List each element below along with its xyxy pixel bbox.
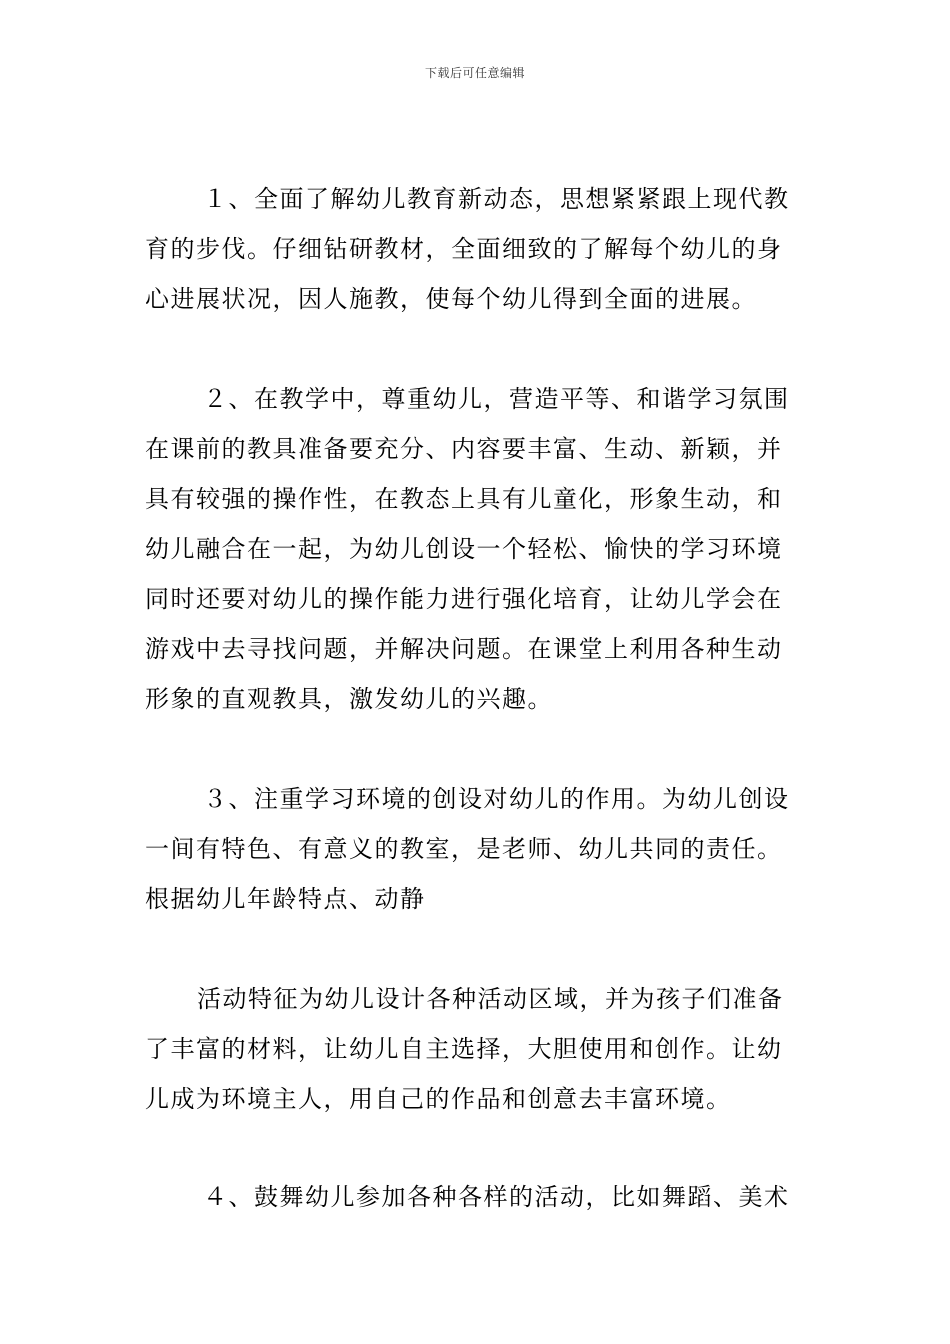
paragraph-line: 游戏中去寻找问题，并解决问题。在课堂上利用各种生动 [145,635,783,663]
paragraph-5 [145,1172,810,1222]
paragraph-line: ２、在教学中，尊重幼儿，营造平等、和谐学习氛围 [203,385,790,413]
paragraph-3 [145,774,810,924]
paragraph-line: 活动特征为幼儿设计各种活动区域，并为孩子们准备 [197,985,784,1013]
paragraph-1 [145,174,810,324]
paragraph-line: 育的步伐。仔细钻研教材，全面细致的了解每个幼儿的身 [145,235,783,263]
page-header: 下载后可任意编辑 [424,66,525,80]
paragraph-line: 根据幼儿年龄特点、动静 [145,885,426,913]
paragraph-line: 心进展状况，因人施教，使每个幼儿得到全面的进展。 [145,285,757,313]
paragraph-line: 了丰富的材料，让幼儿自主选择，大胆使用和创作。让幼 [145,1035,783,1063]
paragraph-line: ４、鼓舞幼儿参加各种各样的活动，比如舞蹈、美术 [203,1183,790,1211]
paragraph-line: 同时还要对幼儿的操作能力进行强化培育，让幼儿学会在 [145,585,783,613]
paragraph-line: １、全面了解幼儿教育新动态，思想紧紧跟上现代教 [203,185,790,213]
paragraph-line: 在课前的教具准备要充分、内容要丰富、生动、新颖，并 [145,435,783,463]
paragraph-line: 一间有特色、有意义的教室，是老师、幼儿共同的责任。 [145,835,783,863]
paragraph-4 [145,974,810,1124]
paragraph-line: 形象的直观教具，激发幼儿的兴趣。 [145,685,553,713]
paragraph-line: 幼儿融合在一起，为幼儿创设一个轻松、愉快的学习环境 [145,535,783,563]
paragraph-2 [145,374,810,724]
paragraph-line: 儿成为环境主人，用自己的作品和创意去丰富环境。 [145,1085,732,1113]
paragraph-line: ３、注重学习环境的创设对幼儿的作用。为幼儿创设 [203,785,790,813]
paragraph-line: 具有较强的操作性，在教态上具有儿童化，形象生动，和 [145,485,783,513]
